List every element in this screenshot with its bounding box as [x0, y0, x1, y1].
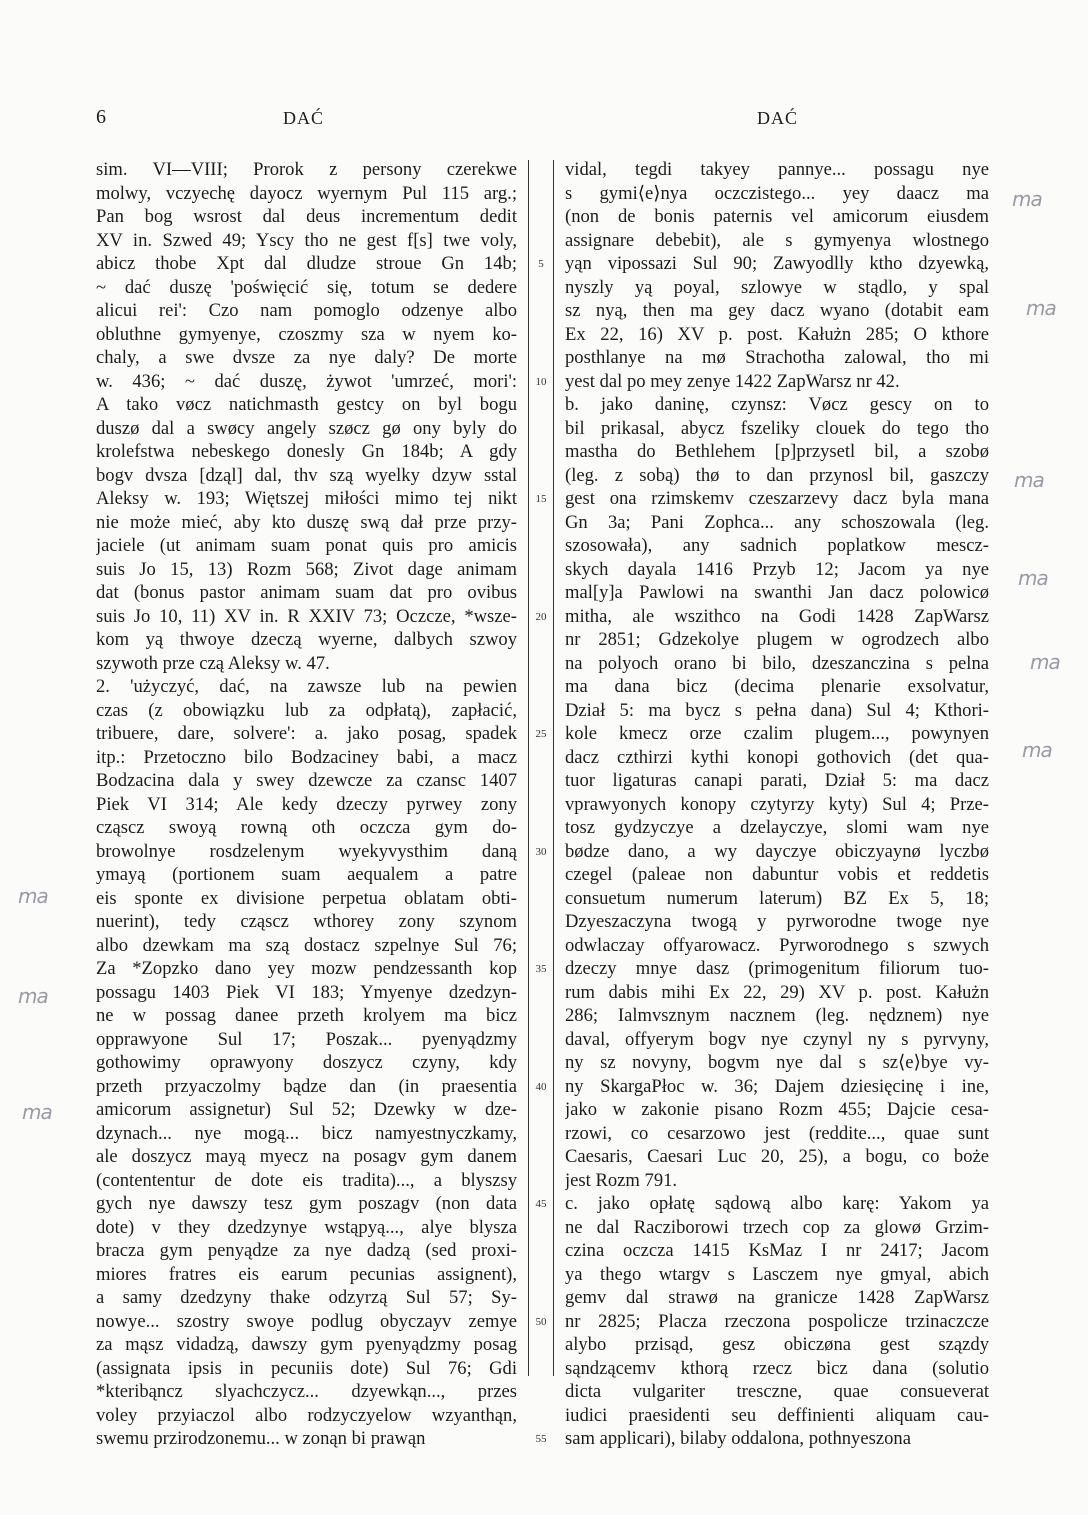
text-line: gemv dal strawø na granicze 1428 ZapWarsz [565, 1287, 989, 1308]
text-line: tosz gydzyczye a dzelayczye, slomi wam nye [565, 817, 989, 838]
text-line: dzynach... nye mogą... bicz namyestnyczkamy, [96, 1122, 517, 1144]
text-line: nyszly yą poyal, szlowye w stądlo, y spal [565, 276, 989, 298]
text-line: 286; Ialmvsznym nacznem (leg. nędznem) nye [565, 1005, 989, 1026]
text-line: c. jako opłatę sądową albo karę: Yakom ya [565, 1193, 989, 1214]
text-line: *kteribąncz slyachczycz... dzyewkąn..., przes [96, 1381, 517, 1402]
text-line: duszø dal a swøcy angely szøcz gø ony byly do [96, 417, 517, 439]
text-line: ~ dać duszę 'poświęcić się, totum se dedere [96, 276, 517, 298]
text-line: suis Jo 15, 13) Rozm 568; Zivot dage animam [96, 558, 517, 580]
text-line: szosowała), any sadnich poplatkow mescz- [565, 535, 989, 556]
text-line: nuerint), tedy cząscz wthorey zony szynom [96, 911, 517, 932]
text-line: itp.: Przetoczno bilo Bodzaciney babi, a macz [96, 746, 517, 768]
text-line: rum dabis mihi Ex 22, 29) XV p. post. Kałużn [565, 981, 989, 1003]
text-line: Gn 3a; Pani Zophca... any schoszowala (leg. [565, 511, 989, 533]
text-line: odwlaczay offyarowacz. Pyrworodnego s szwych [565, 934, 989, 956]
text-line: sam applicari), bilaby oddalona, pothnyeszona [565, 1428, 911, 1449]
line-number: 50 [535, 1315, 547, 1328]
text-line: tribuere, dare, solvere': a. jako posag, spadek [96, 723, 517, 744]
text-line: dzeczy mnye dasz (primogenitum filiorum tuo- [565, 958, 989, 979]
line-number: 25 [535, 728, 547, 740]
text-line: alicui rei': Czo nam pomoglo odzenye albo [96, 300, 517, 321]
page-number: 6 [96, 106, 106, 128]
text-line: miores fratres eis earum pecunias assignent), [96, 1263, 517, 1285]
text-line: gest ona rzimskemv czeszarzevy dacz byla mana [565, 488, 989, 509]
text-line: albo dzewkam ma szą dostacz szpelnye Sul 76; [96, 934, 517, 956]
text-line: possagu 1403 Piek VI 183; Ymyenye dzedzyn- [96, 981, 517, 1003]
text-line: (assignata ipsis in pecuniis dote) Sul 76; Gdi [96, 1357, 517, 1379]
text-line: yest dal po mey zenye 1422 ZapWarsz nr 42. [565, 370, 900, 392]
text-line: (leg. z sobą) thø to dan przynosl bil, gaszczy [565, 464, 989, 486]
line-number: 35 [535, 963, 547, 975]
text-line: gothowimy oprawyony doszycz czyny, kdy [96, 1052, 517, 1073]
text-line: kole kmecz orze czalim plugem..., powynyen [565, 723, 989, 744]
text-line: nie może mieć, aby kto duszę swą dał prze przy- [96, 511, 517, 533]
text-line: consuetum numerum laterum) BZ Ex 5, 18; [565, 887, 989, 909]
text-line: chaly, a swe dvsze za nye daly? De morte [96, 347, 517, 368]
text-line: jaciele (ut animam suam ponat quis pro amicis [96, 535, 517, 556]
text-line: nowye... szostry swoye podlug obyczayv zemye [96, 1310, 517, 1332]
text-line: ale doszycz mayą myecz na posagv gym danem [96, 1146, 517, 1167]
line-number: 5 [538, 258, 544, 270]
text-line: dicta vulgariter tresczne, quae consueverat [565, 1381, 989, 1402]
running-head-left: DAĆ [283, 108, 325, 128]
text-line: sz nyą, then ma gey dacz wyano (dotabit eam [565, 300, 989, 321]
text-line: b. jako daninę, czynsz: Vøcz gescy on to [565, 394, 989, 415]
text-line: vidal, tegdi takyey pannye... possagu nye [565, 159, 989, 180]
text-line: posthlanye na mø Strachotha zalowal, tho mi [565, 347, 989, 368]
text-line: ny sz novyny, bogvm nye dal s sz⟨e⟩bye vy- [565, 1052, 989, 1073]
text-line: Bodzacina dala y swey dzewcze za czansc 1407 [96, 770, 517, 791]
text-line: (non de bonis paternis vel amicorum eiusdem [565, 206, 989, 227]
line-number: 55 [535, 1433, 547, 1445]
text-line: Caesaris, Caesari Luc 20, 25), a bogu, co boże [565, 1146, 989, 1167]
text-line: voley przyiaczol albo rodzyczyelow wzyanthąn, [96, 1404, 517, 1426]
line-number: 20 [535, 610, 547, 623]
text-line: Za *Zopzko dano yey mozw pendzessanth kop [96, 958, 517, 979]
text-line: molwy, vczyechę dayocz wyernym Pul 115 arg.; [96, 182, 517, 204]
right-text-column [565, 158, 989, 1451]
text-line: opprawyone Sul 17; Poszak... pyenyądzmy [96, 1028, 517, 1050]
text-line: przeth przyaczolmy bądze dan (in praesentia [96, 1075, 517, 1097]
text-line: sim. VI—VIII; Prorok z persony czerekwe [96, 159, 517, 180]
text-line: ny SkargaPłoc w. 36; Dajem dziesięcinę i ine, [565, 1075, 989, 1097]
line-number: 10 [535, 375, 547, 388]
text-line: (contententur de dote eis tradita)..., a blyszsy [96, 1169, 517, 1191]
text-line: abicz thobe Xpt dal dludze stroue Gn 14b; [96, 253, 517, 274]
text-line: w. 436; ~ dać duszę, żywot 'umrzeć, mori': [96, 370, 517, 392]
text-line: eis sponte ex divisione perpetua oblatam obti- [96, 887, 517, 909]
text-line: suis Jo 10, 11) XV in. R XXIV 73; Oczcze, *wsze- [96, 605, 517, 627]
text-line: iudici praesidenti seu deffinienti aliquam cau- [565, 1404, 989, 1426]
handwritten-note: ma [18, 984, 48, 1008]
text-line: skych dayala 1416 Przyb 12; Jacom ya nye [565, 558, 989, 580]
text-line: obluthne gymyenye, czoszmy sza w nyem ko- [96, 323, 517, 345]
text-line: swemu przirodzonemu... w zonąn bi prawąn [96, 1428, 426, 1449]
text-line: szywoth prze czą Aleksy w. 47. [96, 652, 330, 674]
left-text-column [96, 158, 517, 1451]
text-line: Aleksy w. 193; Więtszej miłości mimo tej nikt [96, 488, 517, 509]
text-line: sąndzącemv kthorą rzecz bicz dana (solutio [565, 1357, 989, 1379]
text-line: mitha, ale wszithco na Godi 1428 ZapWarsz [565, 605, 989, 627]
text-line: jest Rozm 791. [565, 1169, 678, 1191]
text-line: assignare debebit), ale s gymyenya wlostnego [565, 229, 989, 251]
text-line: daval, offyerym bogv nye czynyl ny s pyrvyny, [565, 1028, 989, 1050]
text-line: Dzyeszaczyna twogą y pyrworodne twoge nye [565, 911, 989, 932]
line-number: 45 [535, 1198, 547, 1210]
running-head-right: DAĆ [757, 108, 799, 128]
text-line: Piek VI 314; Ale kedy dzeczy pyrwey zony [96, 793, 517, 815]
text-line: na polyoch orano bi bilo, dzeszanczina s pelna [565, 652, 989, 674]
text-line: nr 2825; Placza rzeczona pospolicze trzinaczcze [565, 1310, 989, 1332]
text-line: krolefstwa nebeskego donesly Gn 184b; A gdy [96, 441, 517, 462]
text-line: Ex 22, 16) XV p. post. Kałużn 285; O kthore [565, 323, 989, 345]
text-line: jako w zakonie pisano Rozm 455; Dajcie cesa- [565, 1099, 989, 1120]
handwritten-note: ma [1018, 566, 1048, 590]
text-line: yąn vipossazi Sul 90; Zawyodlly ktho dzyewką, [565, 253, 989, 274]
text-line: XV in. Szwed 49; Yscy tho ne gest f[s] twe voly, [96, 229, 517, 251]
text-line: dat (bonus pastor animam suam dat pro ovibus [96, 582, 517, 603]
text-line: kom yą thwoye dzeczą wyerne, dalbych szwoy [96, 629, 517, 650]
text-line: czegel (paleae non dabuntur vobis et reddetis [565, 864, 989, 885]
handwritten-note: ma [1014, 468, 1044, 492]
handwritten-note: ma [1012, 187, 1042, 211]
text-line: bracza gym penyądze za nye dadzą (sed proxi- [96, 1240, 517, 1261]
text-line: Dział 5: ma bycz s pełna dana) Sul 4; Kthori- [565, 699, 989, 721]
text-line: czas (z obowiązku lub za odpłatą), zapłacić, [96, 699, 517, 721]
text-line: ne w possag danee przeth krolyem ma bicz [96, 1005, 517, 1026]
text-line: ya thego wtargv s Lasczem nye gmyal, abich [565, 1263, 989, 1285]
text-line: 2. 'użyczyć, dać, na zawsze lub na pewien [96, 676, 517, 697]
text-line: ymayą (portionem suam aequalem a patre [96, 864, 517, 885]
handwritten-note: ma [22, 1100, 52, 1124]
text-line: bogv dvsza [dząl] dal, thv szą wyelky dzyw sstal [96, 464, 517, 486]
line-number: 40 [535, 1080, 547, 1093]
text-line: cząscz swoyą rowną oth oczcza gym do- [96, 817, 517, 838]
text-line: gych nye dawszy tesz gym poszagv (non data [96, 1193, 517, 1214]
handwritten-note: ma [18, 884, 48, 908]
text-line: s gymi⟨e⟩nya oczczistego... yey daacz ma [565, 182, 989, 204]
text-line: alybo przisąd, gesz obiczøna gest szązdy [565, 1334, 989, 1355]
text-line: tuor ligaturas canapi parati, Dział 5: ma dacz [565, 770, 989, 791]
text-line: dacz czthirzi kythi konopi gothovich (det qua- [565, 746, 989, 768]
text-line: bødze dano, a wy dayczye obiczyaynø lyczbø [565, 840, 989, 862]
column-rule-left [528, 160, 529, 1376]
text-line: nr 2851; Gdzekolye plugem w ogrodzech albo [565, 629, 989, 650]
text-line: mal[y]a Pawlowi na swanthi Jan dacz polowicø [565, 582, 989, 603]
text-line: browolnye rosdzelenym wyekyvysthim daną [96, 840, 517, 862]
text-line: mastha do Bethlehem [p]przysetl bil, a szobø [565, 441, 989, 462]
text-line: amicorum assignetur) Sul 52; Dzewky w dze- [96, 1099, 517, 1120]
text-line: czina oczcza 1415 KsMaz I nr 2417; Jacom [565, 1240, 989, 1261]
line-number: 15 [535, 493, 547, 505]
text-line: Pan bog wsrost dal deus incrementum dedit [96, 206, 517, 227]
text-line: vprawyonych konopy czytyrzy kyty) Sul 4; Prze- [565, 793, 989, 815]
text-line: rzowi, co cesarzowo jest (reddite..., quae sunt [565, 1122, 989, 1144]
text-line: dote) v they dzedzynye wstąpyą..., alye blysza [96, 1216, 517, 1238]
handwritten-note: ma [1022, 738, 1052, 762]
text-line: A tako vøcz natichmasth gestcy on byl bogu [96, 394, 517, 415]
handwritten-note: ma [1030, 650, 1060, 674]
line-number: 30 [535, 845, 547, 858]
text-line: bil prikasal, abycz fszeliky clouek do tego tho [565, 417, 989, 439]
text-line: za mąsz vidadzą, dawszy gym pyenyądzmy posag [96, 1334, 517, 1355]
text-line: ma dana bicz (decima plenarie exsolvatur, [565, 676, 989, 697]
column-rule-right [553, 160, 554, 1376]
text-line: a samy dzedzyny thake odzyrzą Sul 57; Sy- [96, 1287, 517, 1308]
text-line: ne dal Racziborowi trzech cop za glowø Grzim- [565, 1216, 989, 1238]
handwritten-note: ma [1026, 296, 1056, 320]
